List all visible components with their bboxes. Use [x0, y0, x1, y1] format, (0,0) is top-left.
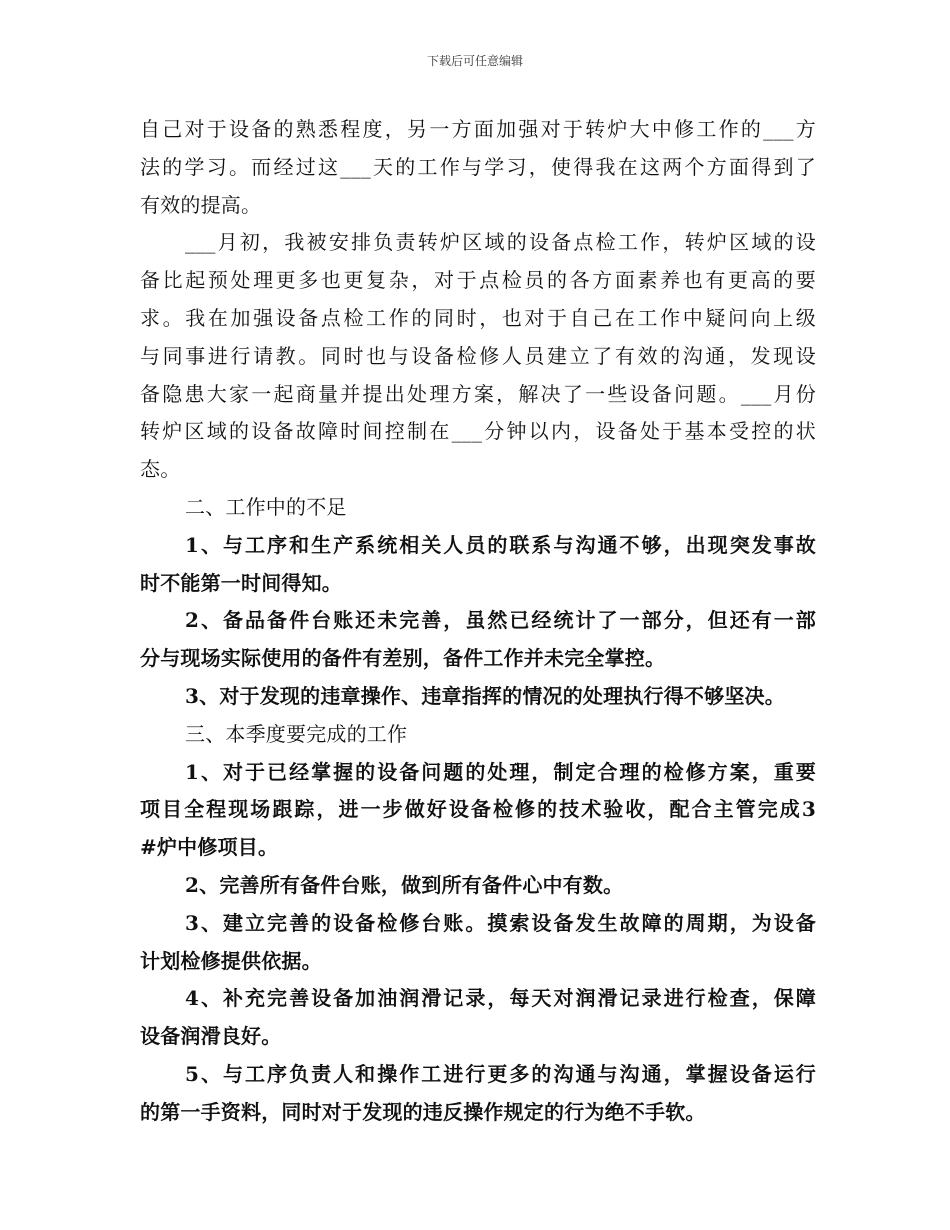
text-line: 备隐患大家一起商量并提出处理方案，解决了一些设备问题。___月份 [140, 381, 816, 406]
text-line: 设备润滑良好。 [140, 1024, 282, 1049]
text-line: 转炉区域的设备故障时间控制在___分钟以内，设备处于基本受控的状 [140, 419, 816, 444]
text-line: ___月初，我被安排负责转炉区域的设备点检工作，转炉区域的设 [185, 230, 816, 255]
text-line: 时不能第一时间得知。 [140, 570, 342, 595]
text-line: 计划检修提供依据。 [140, 948, 322, 973]
text-line: 有效的提高。 [140, 192, 262, 217]
text-line: 分与现场实际使用的备件有差别，备件工作并未完全掌控。 [140, 646, 666, 671]
text-line: 自己对于设备的熟悉程度，另一方面加强对于转炉大中修工作的___方 [140, 117, 816, 141]
text-line: 5、与工序负责人和操作工进行更多的沟通与沟通，掌握设备运行 [185, 1061, 816, 1086]
text-line: 的第一手资料，同时对于发现的违反操作规定的行为绝不手软。 [140, 1099, 706, 1124]
page-header: 下载后可任意编辑 [426, 54, 523, 68]
text-line: 法的学习。而经过这___天的工作与学习，使得我在这两个方面得到了 [140, 154, 816, 179]
text-line: 项目全程现场跟踪，进一步做好设备检修的技术验收，配合主管完成3 [140, 797, 816, 822]
text-line: #炉中修项目。 [140, 835, 279, 860]
text-line: 态。 [140, 457, 181, 482]
section-heading: 二、工作中的不足 [185, 494, 347, 519]
text-line: 求。我在加强设备点检工作的同时，也对于自己在工作中疑问向上级 [140, 305, 816, 330]
text-line: 1、对于已经掌握的设备问题的处理，制定合理的检修方案，重要 [185, 759, 816, 784]
text-line: 3、对于发现的违章操作、违章指挥的情况的处理执行得不够坚决。 [185, 683, 785, 708]
document-body [140, 111, 816, 1132]
text-line: 2、备品备件台账还未完善，虽然已经统计了一部分，但还有一部 [185, 608, 816, 633]
text-line: 1、与工序和生产系统相关人员的联系与沟通不够，出现突发事故 [185, 532, 816, 557]
text-line: 3、建立完善的设备检修台账。摸索设备发生故障的周期，为设备 [185, 910, 816, 935]
text-line: 2、完善所有备件台账，做到所有备件心中有数。 [185, 872, 624, 897]
text-line: 与同事进行请教。同时也与设备检修人员建立了有效的沟通，发现设 [140, 343, 816, 368]
text-line: 备比起预处理更多也更复杂，对于点检员的各方面素养也有更高的要 [140, 268, 816, 293]
section-heading: 三、本季度要完成的工作 [185, 721, 408, 746]
text-line: 4、补充完善设备加油润滑记录，每天对润滑记录进行检查，保障 [185, 986, 816, 1011]
